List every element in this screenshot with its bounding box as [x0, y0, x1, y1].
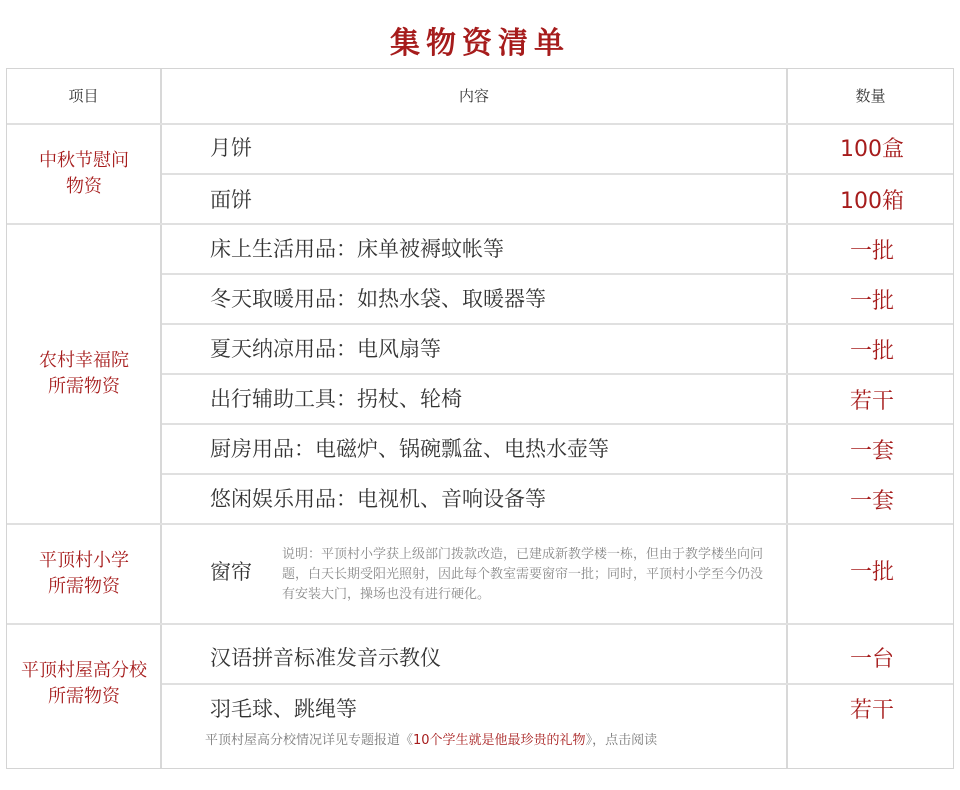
item-content: 月饼 [210, 136, 252, 160]
item-qty: 若干 [849, 698, 894, 723]
item-qty: 一批 [849, 239, 894, 264]
header-qty: 数量 [855, 87, 886, 105]
item-content: 冬天取暖用品：如热水袋、取暖器等 [210, 287, 546, 311]
category-line: 所需物资 [48, 576, 120, 597]
item-content: 窗帘 [210, 560, 252, 584]
page-title: 集物资清单 [390, 26, 570, 61]
item-qty: 一批 [849, 289, 894, 314]
category-line: 所需物资 [48, 376, 120, 397]
category-line: 平顶村小学 [39, 550, 129, 571]
item-qty: 若干 [849, 389, 894, 414]
supplies-table [6, 68, 954, 769]
item-qty: 100箱 [840, 189, 904, 214]
item-content: 夏天纳凉用品：电风扇等 [210, 337, 441, 361]
category-primary-school [7, 525, 161, 623]
item-content: 悠闲娱乐用品：电视机、音响设备等 [210, 487, 546, 511]
report-note-prefix: 平顶村屋高分校情况详见专题报道《 [205, 733, 414, 748]
report-link[interactable]: 10个学生就是他最珍贵的礼物 [413, 733, 586, 748]
category-mid-autumn [7, 125, 161, 223]
row-divider [162, 173, 953, 175]
item-content: 羽毛球、跳绳等 [210, 697, 357, 721]
category-line: 平顶村屋高分校 [21, 660, 147, 681]
item-note: 说明：平顶村小学获上级部门拨款改造，已建成新教学楼一栋，但由于教学楼坐向问题，白天长期受阳光照射，因此每个教室需要窗帘一批；同时，平顶村小学至今仍没有安装大门，操场也没有进行硬化。 [282, 547, 764, 602]
item-content: 面饼 [210, 188, 252, 212]
item-qty: 一台 [849, 647, 894, 672]
item-content: 出行辅助工具：拐杖、轮椅 [210, 387, 462, 411]
item-qty: 一批 [849, 339, 894, 364]
item-qty: 一套 [849, 489, 894, 514]
item-qty: 100盒 [840, 137, 904, 162]
category-line: 农村幸福院 [39, 350, 129, 371]
item-qty: 一套 [849, 439, 894, 464]
report-note-suffix: 》，点击阅读 [585, 733, 658, 748]
category-line: 物资 [66, 176, 102, 197]
header-content: 内容 [458, 87, 489, 105]
item-content: 床上生活用品：床单被褥蚊帐等 [210, 237, 504, 261]
category-nursing-home [7, 225, 161, 523]
category-branch-school [7, 625, 161, 743]
report-note [205, 729, 657, 748]
item-content: 汉语拼音标准发音示教仪 [210, 646, 441, 670]
header-item: 项目 [68, 87, 99, 105]
item-qty: 一批 [849, 560, 894, 585]
category-line: 所需物资 [48, 686, 120, 707]
category-line: 中秋节慰问 [39, 150, 129, 171]
item-content: 厨房用品：电磁炉、锅碗瓢盆、电热水壶等 [210, 437, 609, 461]
